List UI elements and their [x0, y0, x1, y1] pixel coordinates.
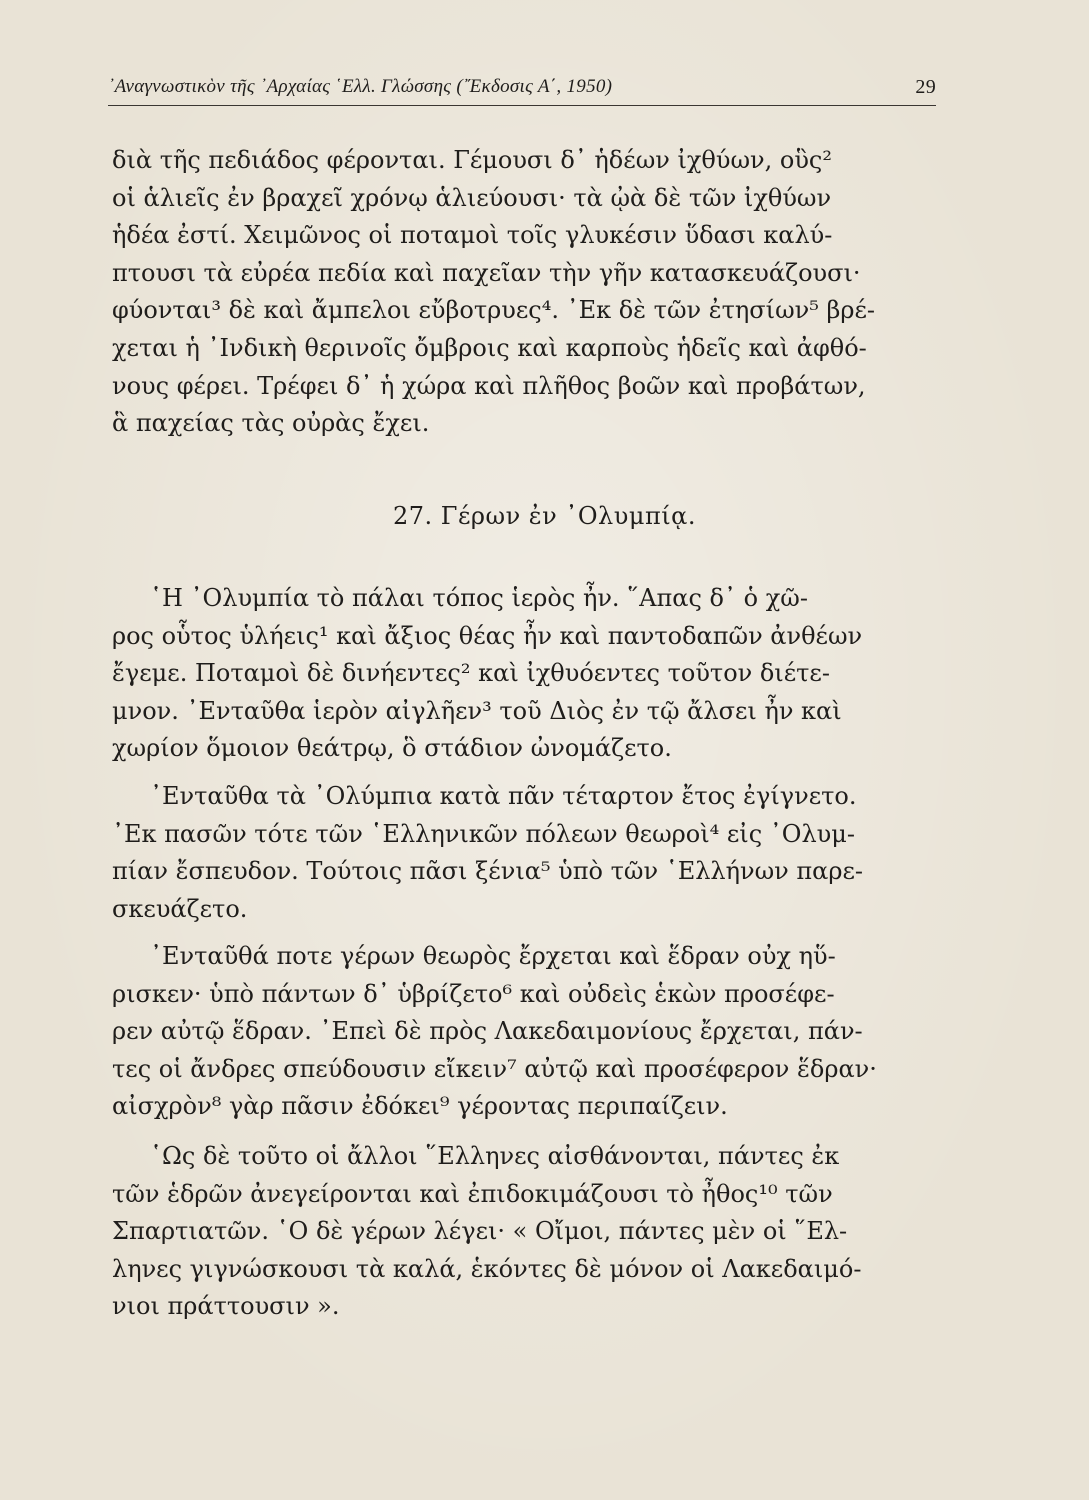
text-line: ᾿Ενταῦθα τὰ ᾿Ολύμπια κατὰ πᾶν τέταρτον ἔτος ἐγίγνετο.	[150, 782, 857, 810]
text-line: ᾿Εκ πασῶν τότε τῶν ῾Ελληνικῶν πόλεων θεωροὶ⁴ εἰς ᾿Ολυμ-	[112, 819, 855, 848]
header-rule	[108, 105, 936, 106]
text-line: σκευάζετο.	[112, 894, 248, 923]
paragraph-2	[112, 580, 948, 768]
text-line: νους φέρει. Τρέφει δ᾿ ἡ χώρα καὶ πλῆθος βοῶν καὶ προβάτων,	[112, 371, 866, 400]
text-line: ληνες γιγνώσκουσι τὰ καλά, ἑκόντες δὲ μόνον οἱ Λακεδαιμό-	[112, 1254, 862, 1283]
page-header	[108, 76, 936, 104]
text-line: ῾Ως δὲ τοῦτο οἱ ἄλλοι ῞Ελληνες αἰσθάνονται, πάντες ἐκ	[150, 1142, 840, 1170]
text-line: ῾Η ᾿Ολυμπία τὸ πάλαι τόπος ἱερὸς ἦν. ῞Απας δ᾿ ὁ χῶ-	[150, 584, 808, 612]
text-line: οἱ ἁλιεῖς ἐν βραχεῖ χρόνῳ ἁλιεύουσι· τὰ ᾠὰ δὲ τῶν ἰχθύων	[112, 183, 832, 212]
paragraph-5	[112, 1138, 948, 1326]
text-line: πίαν ἔσπευδον. Τούτοις πᾶσι ξένια⁵ ὑπὸ τῶν ῾Ελλήνων παρε-	[112, 857, 864, 886]
chapter-title: 27. Γέρων ἐν ᾿Ολυμπίᾳ.	[393, 502, 696, 530]
text-line: ἃ παχείας τὰς οὐρὰς ἔχει.	[112, 409, 430, 438]
text-line: χεται ἡ ᾿Ινδικὴ θερινοῖς ὄμβροις καὶ καρποὺς ἡδεῖς καὶ ἀφθό-	[112, 333, 867, 362]
text-line: πτουσι τὰ εὐρέα πεδία καὶ παχεῖαν τὴν γῆν κατασκευάζουσι·	[112, 258, 861, 287]
text-line: μνον. ᾿Ενταῦθα ἱερὸν αἰγλῆεν³ τοῦ Διὸς ἐν τῷ ἄλσει ἦν καὶ	[112, 696, 842, 725]
text-line: ᾿Ενταῦθά ποτε γέρων θεωρὸς ἔρχεται καὶ ἕδραν οὐχ ηὕ-	[150, 942, 836, 970]
text-line: διὰ τῆς πεδιάδος φέρονται. Γέμουσι δ᾿ ἡδέων ἰχθύων, οὓς²	[112, 146, 832, 174]
text-line: ρος οὗτος ὑλήεις¹ καὶ ἄξιος θέας ἦν καὶ παντοδαπῶν ἀνθέων	[112, 621, 863, 650]
text-line: φύονται³ δὲ καὶ ἄμπελοι εὔβοτρυες⁴. ᾿Εκ δὲ τῶν ἐτησίων⁵ βρέ-	[112, 296, 876, 325]
text-line: χωρίον ὅμοιον θεάτρῳ, ὃ στάδιον ὠνομάζετο.	[112, 734, 672, 763]
text-line: ρισκεν· ὑπὸ πάντων δ᾿ ὑβρίζετο⁶ καὶ οὐδεὶς ἑκὼν προσέφε-	[112, 979, 835, 1008]
text-line: ἡδέα ἐστί. Χειμῶνος οἱ ποταμοὶ τοῖς γλυκέσιν ὕδασι καλύ-	[112, 221, 833, 250]
paragraph-3	[112, 778, 948, 928]
text-line: ρεν αὐτῷ ἕδραν. ᾿Επεὶ δὲ πρὸς Λακεδαιμονίους ἔρχεται, πάν-	[112, 1017, 863, 1046]
text-line: αἰσχρὸν⁸ γὰρ πᾶσιν ἐδόκει⁹ γέροντας περιπαίζειν.	[112, 1092, 728, 1121]
text-line: τες οἱ ἄνδρες σπεύδουσιν εἴκειν⁷ αὐτῷ καὶ προσέφερον ἕδραν·	[112, 1054, 877, 1083]
paragraph-1	[112, 142, 948, 443]
running-title: ᾿Αναγνωστικὸν τῆς ᾿Αρχαίας ῾Ελλ. Γλώσσης (῎Εκδοσις Α΄, 1950)	[108, 76, 613, 97]
text-line: Σπαρτιατῶν. ῾Ο δὲ γέρων λέγει· « Οἴμοι, πάντες μὲν οἱ ῞Ελ-	[112, 1217, 848, 1246]
paragraph-4	[112, 938, 948, 1126]
text-line: νιοι πράττουσιν ».	[112, 1292, 340, 1321]
page-number: 29	[915, 76, 936, 98]
text-line: ἔγεμε. Ποταμοὶ δὲ δινήεντες² καὶ ἰχθυόεντες τοῦτον διέτε-	[112, 659, 830, 688]
text-line: τῶν ἑδρῶν ἀνεγείρονται καὶ ἐπιδοκιμάζουσι τὸ ἦθος¹⁰ τῶν	[112, 1179, 833, 1208]
